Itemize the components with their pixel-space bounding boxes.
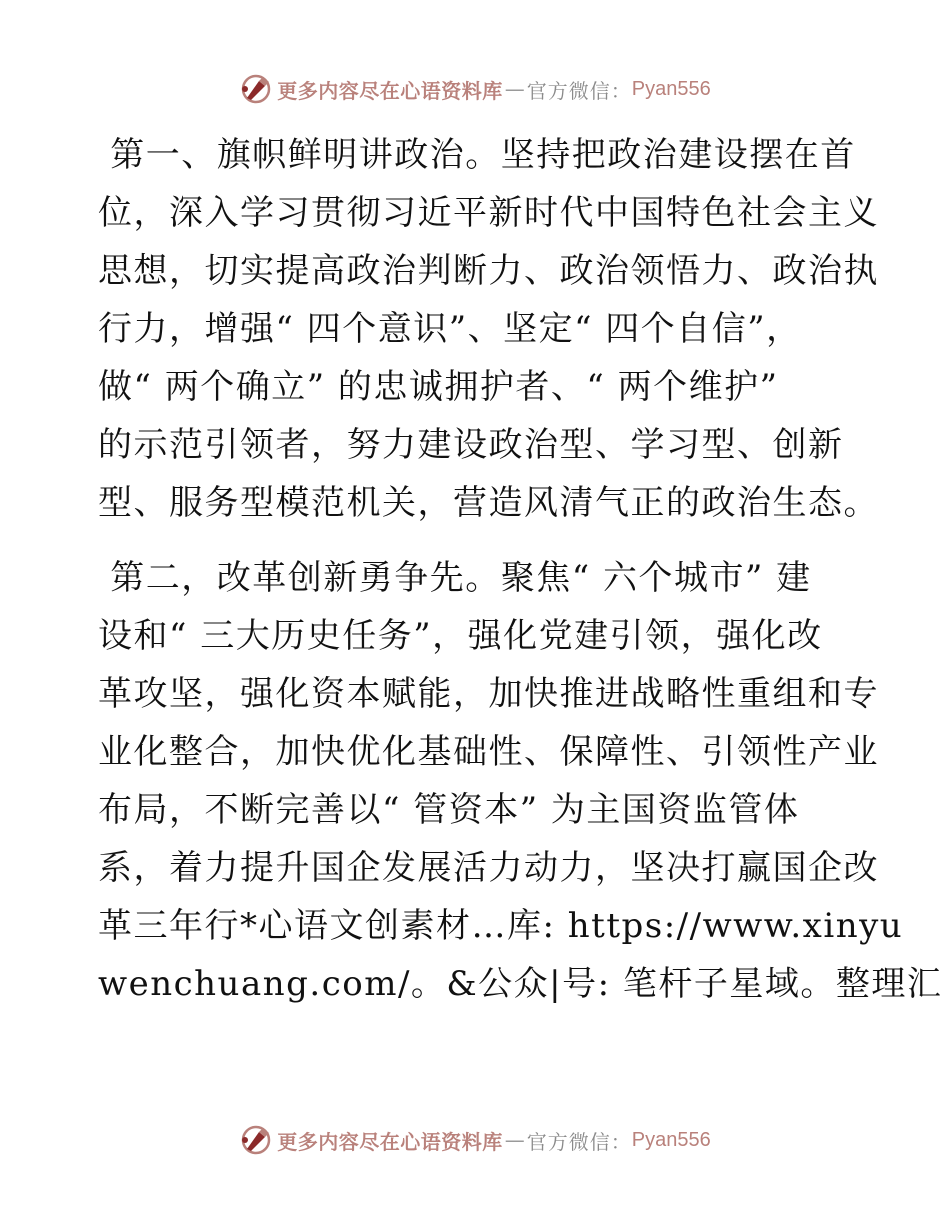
text-line: 行力，增强“ 四个意识”、坚定“ 四个自信”，: [98, 309, 802, 349]
watermark-main-text: 更多内容尽在心语资料库: [277, 1129, 503, 1154]
paragraph-1: [98, 126, 879, 532]
watermark-wechat-id: Pyan556: [631, 77, 711, 100]
watermark-wechat-label: 官方微信：: [526, 78, 632, 103]
footer-watermark: [0, 1123, 950, 1157]
paragraph-2: [98, 549, 943, 1013]
pen-nib-logo-icon: [239, 1123, 273, 1157]
text-line: 第一、旗帜鲜明讲政治。坚持把政治建设摆在首: [98, 135, 856, 175]
header-watermark: [0, 72, 950, 106]
text-line: 革三年行*心语文创素材…库: https://www.xinyu: [98, 906, 904, 946]
document-body: [98, 126, 943, 1030]
watermark-separator: —: [504, 77, 525, 101]
text-line: 做“ 两个确立” 的忠诚拥护者、“ 两个维护”: [98, 367, 779, 407]
text-line: 的示范引领者，努力建设政治型、学习型、创新: [98, 425, 844, 465]
text-line: 布局，不断完善以“ 管资本” 为主国资监管体: [98, 790, 800, 830]
text-line: 革攻坚，强化资本赋能，加快推进战略性重组和专: [98, 674, 879, 714]
text-line: 思想，切实提高政治判断力、政治领悟力、政治执: [98, 251, 879, 291]
text-line: wenchuang.com/。&公众|号: 笔杆子星域。整理汇: [98, 964, 943, 1004]
pen-nib-logo-icon: [239, 72, 273, 106]
watermark-main-text: 更多内容尽在心语资料库: [277, 78, 503, 103]
text-line: 系，着力提升国企发展活力动力，坚决打赢国企改: [98, 848, 879, 888]
text-line: 型、服务型模范机关，营造风清气正的政治生态。: [98, 483, 879, 523]
text-line: 业化整合，加快优化基础性、保障性、引领性产业: [98, 732, 879, 772]
watermark-wechat-label: 官方微信：: [526, 1129, 632, 1154]
watermark-wechat-id: Pyan556: [631, 1128, 711, 1151]
text-line: 第二，改革创新勇争先。聚焦“ 六个城市” 建: [98, 558, 812, 598]
watermark-separator: —: [504, 1128, 525, 1152]
text-line: 设和“ 三大历史任务”，强化党建引领，强化改: [98, 616, 823, 656]
text-line: 位，深入学习贯彻习近平新时代中国特色社会主义: [98, 193, 879, 233]
